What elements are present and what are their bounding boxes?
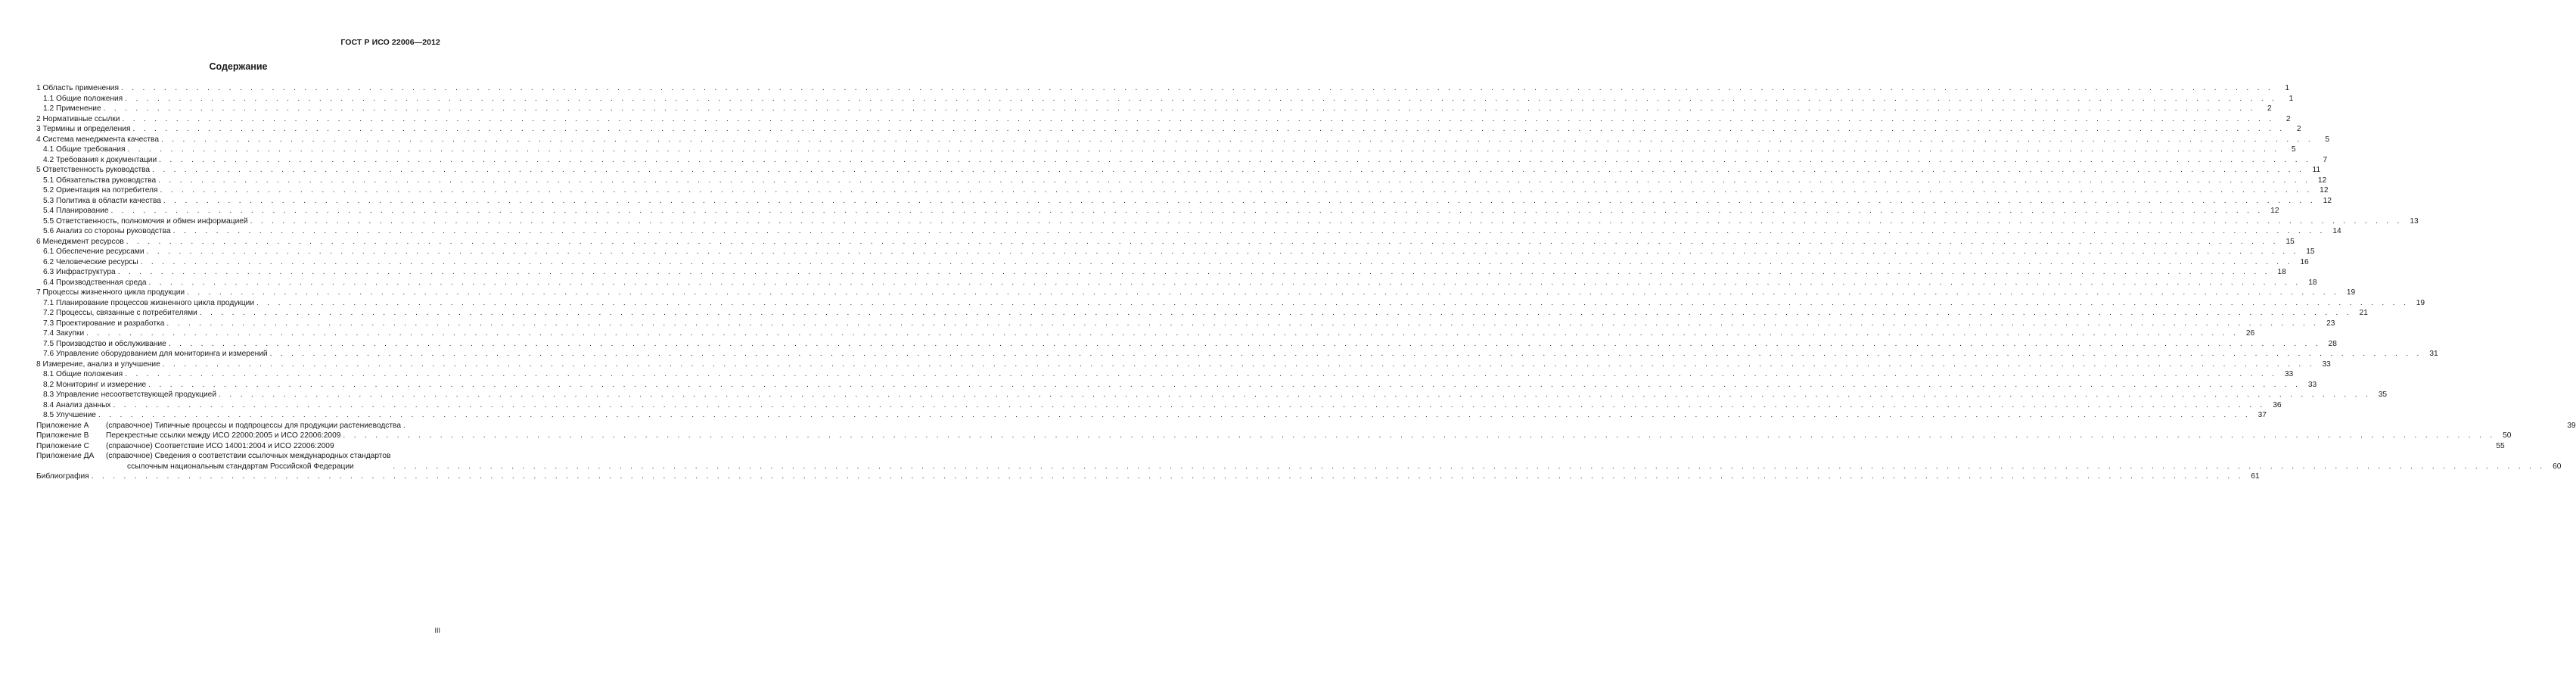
page-number: III: [434, 627, 440, 634]
toc-entry-page: 55: [2496, 441, 2505, 450]
dot-leader: . . . . . . . . . . . . . . . . . . . . . . . . . . . . . . . . . . . . . . . . . . . . . . . . . . . . . . . . . . . . . . . . . . . . . . . . . . . . . . . . . . . . . . . . . . . . . . . . . . . . . . . . . . . . . . . . . . . . . . . . . . . . . . . . . . . . . . . . . . . . . . . . . . . . . . . . . . . . . . . . . . . . . . . . . . . . . . . . . . . . . . . . . . . . . . . . . . . . . . . .: [148, 278, 2301, 287]
appendix-line: [106, 451, 2561, 462]
toc-entry-title: 7.6 Управление оборудованием для мониторинга и измерений: [43, 350, 268, 358]
toc-entry-page: 28: [2328, 339, 2337, 348]
toc-entry-title: 6.1 Обеспечение ресурсами: [43, 247, 144, 256]
toc-entry-page: 1: [2289, 94, 2294, 103]
appendix-label: Приложение ДА: [36, 452, 95, 460]
appendix-body: [106, 441, 2505, 452]
appendix-line: [106, 441, 2505, 452]
dot-leader: . . . . . . . . . . . . . . . . . . . . . . . . . . . . . . . . . . . . . . . . . . . . . . . . . . . . . . . . . . . . . . . . . . . . . . . . . . . . . . . . . . . . . . . . . . . . . . . . . . . . . . . . . . . . . . . . . . . . . . . . . . . . . . . . . . . . . . . . . . . . . . . . . . . . . . . . . . . . . . . . . . . . . . . . . . . . . . . . . . . . . . . . . . . . . . . . . . . . . . . .: [120, 84, 2274, 92]
toc-entry-page: 2: [2285, 114, 2291, 123]
dot-leader: . . . . . . . . . . . . . . . . . . . . . . . . . . . . . . . . . . . . . . . . . . . . . . . . . . . . . . . . . . . . . . . . . . . . . . . . . . . . . . . . . . . . . . . . . . . . . . . . . . . . . . . . . . . . . . . . . . . . . . . . . . . . . . . . . . . . . . . . . . . . . . . . . . . . . . . . . . . . . . . . . . . . . . . . . . . . . . . . . . . . . . . . . . . . . . . . . . . . . . . .: [162, 360, 2315, 369]
dot-leader: . . . . . . . . . . . . . . . . . . . . . . . . . . . . . . . . . . . . . . . . . . . . . . . . . . . . . . . . . . . . . . . . . . . . . . . . . . . . . . . . . . . . . . . . . . . . . . . . . . . . . . . . . . . . . . . . . . . . . . . . . . . . . . . . . . . . . . . . . . . . . . . . . . . . . . . . . . . . . . . . . . . . . . . . . . . . . . . . . . . . . . . . . . . . . . . . . . . . . . . .: [199, 309, 2352, 317]
toc-entry: [36, 319, 2335, 329]
toc-entry-page: 39: [2567, 421, 2576, 430]
toc-entry-page: 15: [2285, 237, 2295, 246]
toc-entry-page: 36: [2273, 400, 2282, 409]
toc-entry-page: 31: [2429, 350, 2438, 358]
toc-entry-title: 6 Менеджмент ресурсов: [36, 237, 124, 246]
dot-leader: . . . . . . . . . . . . . . . . . . . . . . . . . . . . . . . . . . . . . . . . . . . . . . . . . . . . . . . . . . . . . . . . . . . . . . . . . . . . . . . . . . . . . . . . . . . . . . . . . . . . . . . . . . . . . . . . . . . . . . . . . . . . . . . . . . . . . . . . . . . . . . . . . . . . . . . . . . . . . . . . . . . . . . . . . . . . . . . . . . . . . . . . . . . . . . . . . . . . . . . .: [159, 155, 2312, 164]
toc-appendix: [36, 421, 2576, 431]
dot-leader: . . . . . . . . . . . . . . . . . . . . . . . . . . . . . . . . . . . . . . . . . . . . . . . . . . . . . . . . . . . . . . . . . . . . . . . . . . . . . . . . . . . . . . . . . . . . . . . . . . . . . . . . . . . . . . . . . . . . . . . . . . . . . . . . . . . . . . . . . . . . . . . . . . . . . . . . . . . . . . . . . . . . . . . . . . . . . . . . . . . . . . . . . . . . . . . . . . . . . . . .: [122, 114, 2275, 123]
toc-entry-title: 4.2 Требования к документации: [43, 155, 157, 164]
dot-leader: . . . . . . . . . . . . . . . . . . . . . . . . . . . . . . . . . . . . . . . . . . . . . . . . . . . . . . . . . . . . . . . . . . . . . . . . . . . . . . . . . . . . . . . . . . . . . . . . . . . . . . . . . . . . . . . . . . . . . . . . . . . . . . . . . . . . . . . . . . . . . . . . . . . . . . . . . . . . . . . . . . . . . . . . . . . . . . . . . . . . . . . . . . . . . . . . . . . . . . . .: [160, 186, 2313, 195]
appendix-label: Приложение А: [36, 421, 89, 430]
toc-entry: [36, 176, 2327, 186]
dot-leader: . . . . . . . . . . . . . . . . . . . . . . . . . . . . . . . . . . . . . . . . . . . . . . . . . . . . . . . . . . . . . . . . . . . . . . . . . . . . . . . . . . . . . . . . . . . . . . . . . . . . . . . . . . . . . . . . . . . . . . . . . . . . . . . . . . . . . . . . . . . . . . . . . . . . . . . . . . . . . . . . . . . . . . . . . . . . . . . . . . . . . . . . . . . . . . . . . . . . . . . .: [163, 196, 2316, 205]
toc-entry-page: 5: [2291, 145, 2296, 154]
toc-entry-page: 2: [2267, 104, 2272, 113]
toc-entry-title: 5 Ответственность руководства: [36, 166, 151, 174]
toc-entry-page: 37: [2257, 411, 2267, 419]
dot-leader: . . . . . . . . . . . . . . . . . . . . . . . . . . . . . . . . . . . . . . . . . . . . . . . . . . . . . . . . . . . . . . . . . . . . . . . . . . . . . . . . . . . . . . . . . . . . . . . . . . . . . . . . . . . . . . . . . . . . . . . . . . . . . . . . . . . . . . . . . . . . . . . . . . . . . . . . . . . . . . . . . . . . . . . . . . . . . . . . . . . . . . . . . . . . . . . . . . . . . . . .: [172, 227, 2326, 235]
toc-entry-title: 3 Термины и определения: [36, 125, 131, 133]
dot-leader: . . . . . . . . . . . . . . . . . . . . . . . . . . . . . . . . . . . . . . . . . . . . . . . . . . . . . . . . . . . . . . . . . . . . . . . . . . . . . . . . . . . . . . . . . . . . . . . . . . . . . . . . . . . . . . . . . . . . . . . . . . . . . . . . . . . . . . . . . . . . . . . . . . . . . . . . . . . . . . . . . . . . . . . . . . . . . . . . . . . . . . . . . . . . . . . . . . . . . . . .: [269, 350, 2422, 358]
toc-entry-title: 5.2 Ориентация на потребителя: [43, 186, 158, 195]
dot-leader: . . . . . . . . . . . . . . . . . . . . . . . . . . . . . . . . . . . . . . . . . . . . . . . . . . . . . . . . . . . . . . . . . . . . . . . . . . . . . . . . . . . . . . . . . . . . . . . . . . . . . . . . . . . . . . . . . . . . . . . . . . . . . . . . . . . . . . . . . . . . . . . . . . . . . . . . . . . . . . . . . . . . . . . . . . . . . . . . . . . . . . . . . . . . . . . . . . . . . . . .: [148, 380, 2301, 389]
toc-entry: [36, 410, 2267, 421]
toc-entry-title: 4 Система менеджмента качества: [36, 135, 160, 144]
dot-leader: . . . . . . . . . . . . . . . . . . . . . . . . . . . . . . . . . . . . . . . . . . . . . . . . . . . . . . . . . . . . . . . . . . . . . . . . . . . . . . . . . . . . . . . . . . . . . . . . . . . . . . . . . . . . . . . . . . . . . . . . . . . . . . . . . . . . . . . . . . . . . . . . . . . . . . . . . . . . . . . . . . . . . . . . . . . . . . . . . . . . . . . . . . . . . . . . . . . . . . . .: [117, 268, 2270, 276]
dot-leader: . . . . . . . . . . . . . . . . . . . . . . . . . . . . . . . . . . . . . . . . . . . . . . . . . . . . . . . . . . . . . . . . . . . . . . . . . . . . . . . . . . . . . . . . . . . . . . . . . . . . . . . . . . . . . . . . . . . . . . . . . . . . . . . . . . . . . . . . . . . . . . . . . . . . . . . . . . . . . . . . . . . . . . . . . . . . . . . . . . . . . . . . . . . . . . . . . . . . . . . .: [158, 176, 2311, 185]
toc-entry: [36, 226, 2341, 237]
toc-entry-title: 5.5 Ответственность, полномочия и обмен информацией: [43, 216, 248, 226]
toc-entry-title: (справочное) Сведения о соответствии ссылочных международных стандартов: [106, 452, 391, 460]
dot-leader: . . . . . . . . . . . . . . . . . . . . . . . . . . . . . . . . . . . . . . . . . . . . . . . . . . . . . . . . . . . . . . . . . . . . . . . . . . . . . . . . . . . . . . . . . . . . . . . . . . . . . . . . . . . . . . . . . . . . . . . . . . . . . . . . . . . . . . . . . . . . . . . . . . . . . . . . . . . . . . . . . . . . . . . . . . . . . . . . . . . . . . . . . . . . . . . . . . . . . . . .: [166, 319, 2320, 328]
toc-entry-page: 18: [2308, 278, 2317, 287]
toc-entry-page: 33: [2307, 380, 2317, 389]
appendix-line: [106, 431, 2511, 441]
toc-entry: [36, 298, 2425, 309]
toc-entry-title: 6.4 Производственная среда: [43, 278, 147, 287]
dot-leader: . . . . . . . . . . . . . . . . . . . . . . . . . . . . . . . . . . . . . . . . . . . . . . . . . . . . . . . . . . . . . . . . . . . . . . . . . . . . . . . . . . . . . . . . . . . . . . . . . . . . . . . . . . . . . . . . . . . . . . . . . . . . . . . . . . . . . . . . . . . . . . . . . . . . . . . . . . . . . . . . . . . . . . . . . . . . . . . . . . . . . . . . . . . . . . . . . . . . . . . .: [393, 462, 2546, 471]
appendix-body: [106, 421, 2576, 431]
appendix-label: Приложение С: [36, 441, 89, 450]
toc-entry-page: 50: [2503, 431, 2512, 440]
toc-entry: [36, 83, 2290, 94]
dot-leader: . . . . . . . . . . . . . . . . . . . . . . . . . . . . . . . . . . . . . . . . . . . . . . . . . . . . . . . . . . . . . . . . . . . . . . . . . . . . . . . . . . . . . . . . . . . . . . . . . . . . . . . . . . . . . . . . . . . . . . . . . . . . . . . . . . . . . . . . . . . . . . . . . . . . . . . . . . . . . . . . . . . . . . . . . . . . . . . . . . . . . . . . . . . . . . . . . . . . . . . .: [187, 288, 2340, 297]
toc-entry-title: 7.4 Закупки: [43, 329, 85, 338]
toc-entry: [36, 206, 2279, 216]
toc-entry-title: 8 Измерение, анализ и улучшение: [36, 360, 160, 369]
toc-entry: [36, 247, 2315, 257]
toc-entry-title: 6.3 Инфраструктура: [43, 268, 116, 276]
toc-entry-title: 1.1 Общие положения: [43, 94, 123, 103]
toc-entry-title: 5.6 Анализ со стороны руководства: [43, 227, 171, 235]
toc-entry: [36, 124, 2301, 135]
appendix-body: [106, 431, 2511, 441]
toc-entry-title: 2 Нормативные ссылки: [36, 114, 120, 123]
toc-entry-title: 8.3 Управление несоответствующей продукцией: [43, 391, 217, 399]
toc-entry-page: 18: [2277, 268, 2286, 276]
toc-entry-title: 5.3 Политика в области качества: [43, 196, 161, 205]
toc-entry: [36, 135, 2330, 145]
toc-entry-page: 12: [2323, 196, 2332, 205]
toc-entry-title: 7.5 Производство и обслуживание: [43, 339, 166, 348]
toc-entry-page: 33: [2284, 370, 2294, 378]
toc-entry: [36, 145, 2296, 155]
toc-entry-page: 12: [2320, 186, 2329, 195]
toc-entry: [36, 360, 2331, 370]
toc-entry-page: 2: [2296, 125, 2301, 133]
toc-entry-page: 19: [2346, 288, 2356, 297]
toc-entry: [36, 390, 2388, 400]
toc-appendix: [36, 441, 2505, 452]
toc-entry: [36, 155, 2328, 166]
dot-leader: . . . . . . . . . . . . . . . . . . . . . . . . . . . . . . . . . . . . . . . . . . . . . . . . . . . . . . . . . . . . . . . . . . . . . . . . . . . . . . . . . . . . . . . . . . . . . . . . . . . . . . . . . . . . . . . . . . . . . . . . . . . . . . . . . . . . . . . . . . . . . . . . . . . . . . . . . . . . . . . . . . . . . . . . . . . . . . . . . . . . . . . . . . . . . . . . . . . . . . . .: [113, 400, 2266, 409]
dot-leader: . . . . . . . . . . . . . . . . . . . . . . . . . . . . . . . . . . . . . . . . . . . . . . . . . . . . . . . . . . . . . . . . . . . . . . . . . . . . . . . . . . . . . . . . . . . . . . . . . . . . . . . . . . . . . . . . . . . . . . . . . . . . . . . . . . . . . . . . . . . . . . . . . . . . . . . . . . . . . . . . . . . . . . . . . . . . . . . . . . . . . . . . . . . . . . . . . . . . . . . .: [161, 135, 2314, 144]
toc-entry-title: (справочное) Соответствие ИСО 14001:2004 и ИСО 22006:2009: [106, 441, 334, 450]
toc-entry-title: 1.2 Применение: [43, 104, 101, 113]
toc-entry-title: 8.4 Анализ данных: [43, 400, 111, 409]
toc-entry-page: 35: [2378, 391, 2388, 399]
toc-entry-title: 7.2 Процессы, связанные с потребителями: [43, 309, 197, 317]
toc-entry-page: 15: [2306, 247, 2315, 256]
toc-entry-title: 8.5 Улучшение: [43, 411, 96, 419]
appendix-line: [106, 421, 2576, 431]
dot-leader: . . . . . . . . . . . . . . . . . . . . . . . . . . . . . . . . . . . . . . . . . . . . . . . . . . . . . . . . . . . . . . . . . . . . . . . . . . . . . . . . . . . . . . . . . . . . . . . . . . . . . . . . . . . . . . . . . . . . . . . . . . . . . . . . . . . . . . . . . . . . . . . . . . . . . . . . . . . . . . . . . . . . . . . . . . . . . . . . . . . . . . . . . . . . . . . . . . . . . . . .: [103, 104, 2256, 113]
dot-leader: . . . . . . . . . . . . . . . . . . . . . . . . . . . . . . . . . . . . . . . . . . . . . . . . . . . . . . . . . . . . . . . . . . . . . . . . . . . . . . . . . . . . . . . . . . . . . . . . . . . . . . . . . . . . . . . . . . . . . . . . . . . . . . . . . . . . . . . . . . . . . . . . . . . . . . . . . . . . . . . . . . . . . . . . . . . . . . . . . . . . . . . . . . . . . . . . . . . . . . . .: [146, 247, 2299, 256]
appendix-line: [106, 462, 2561, 472]
toc-entry: [36, 328, 2255, 339]
toc-entry-title: Библиография: [36, 472, 89, 481]
toc-entry-page: 23: [2326, 319, 2335, 328]
toc-entry-page: 14: [2332, 227, 2341, 235]
toc-entry-page: 12: [2317, 176, 2327, 185]
toc-entry-page: 60: [2553, 462, 2562, 471]
toc-entry-title: 6.2 Человеческие ресурсы: [43, 257, 138, 266]
toc-entry: [36, 267, 2286, 278]
dot-leader: . . . . . . . . . . . . . . . . . . . . . . . . . . . . . . . . . . . . . . . . . . . . . . . . . . . . . . . . . . . . . . . . . . . . . . . . . . . . . . . . . . . . . . . . . . . . . . . . . . . . . . . . . . . . . . . . . . . . . . . . . . . . . . . . . . . . . . . . . . . . . . . . . . . . . . . . . . . . . . . . . . . . . . . . . . . . . . . . . . . . . . . . . . . . . . . . . . . . . . . .: [132, 125, 2285, 133]
toc-entry-page: 21: [2359, 309, 2368, 317]
toc-entry: [36, 339, 2337, 350]
toc-entry-page: 5: [2325, 135, 2330, 144]
toc-appendix: [36, 451, 2562, 472]
toc-entry-title: 4.1 Общие требования: [43, 145, 126, 154]
toc-bibliography: [36, 472, 2260, 482]
appendix-body: [106, 451, 2561, 472]
toc-entry-title: Перекрестные ссылки между ИСО 22000:2005 и ИСО 22006:2009: [106, 431, 341, 440]
dot-leader: . . . . . . . . . . . . . . . . . . . . . . . . . . . . . . . . . . . . . . . . . . . . . . . . . . . . . . . . . . . . . . . . . . . . . . . . . . . . . . . . . . . . . . . . . . . . . . . . . . . . . . . . . . . . . . . . . . . . . . . . . . . . . . . . . . . . . . . . . . . . . . . . . . . . . . . . . . . . . . . . . . . . . . . . . . . . . . . . . . . . . . . . . . . . . . . . . . . . . . . .: [110, 207, 2264, 215]
toc-entry-page: 61: [2251, 472, 2260, 481]
toc-entry-title: 7.1 Планирование процессов жизненного цикла продукции: [43, 298, 255, 307]
toc-entry: [36, 257, 2309, 268]
toc-entry-title: 5.1 Обязательства руководства: [43, 176, 157, 185]
dot-leader: . . . . . . . . . . . . . . . . . . . . . . . . . . . . . . . . . . . . . . . . . . . . . . . . . . . . . . . . . . . . . . . . . . . . . . . . . . . . . . . . . . . . . . . . . . . . . . . . . . . . . . . . . . . . . . . . . . . . . . . . . . . . . . . . . . . . . . . . . . . . . . . . . . . . . . . . . . . . . . . . . . . . . . . . . . . . . . . . . . . . . . . . . . . . . . . . . . . . . . . .: [127, 145, 2280, 154]
toc-entry: [36, 185, 2329, 196]
toc-title: Содержание: [209, 61, 268, 72]
toc-entry: [36, 104, 2272, 114]
toc-entry-page: 26: [2245, 329, 2255, 338]
toc-entry-title: 1 Область применения: [36, 84, 119, 92]
toc-entry: [36, 308, 2368, 319]
toc-entry: [36, 380, 2317, 391]
toc-entry-title: 7 Процессы жизненного цикла продукции: [36, 288, 185, 297]
toc-entry-page: 19: [2416, 298, 2425, 307]
toc-entry-page: 1: [2285, 84, 2290, 92]
toc-entry: [36, 94, 2294, 104]
toc-entry-title: ссылочным национальным стандартам Российской Федерации: [127, 462, 354, 471]
toc-entry: [36, 400, 2282, 411]
dot-leader: . . . . . . . . . . . . . . . . . . . . . . . . . . . . . . . . . . . . . . . . . . . . . . . . . . . . . . . . . . . . . . . . . . . . . . . . . . . . . . . . . . . . . . . . . . . . . . . . . . . . . . . . . . . . . . . . . . . . . . . . . . . . . . . . . . . . . . . . . . . . . . . . . . . . . . . . . . . . . . . . . . . . . . . . . . . . . . . . . . . . . . . . . . . . . . . . . . . . . . . .: [256, 298, 2410, 307]
table-of-contents: [36, 83, 2576, 482]
dot-leader: . . . . . . . . . . . . . . . . . . . . . . . . . . . . . . . . . . . . . . . . . . . . . . . . . . . . . . . . . . . . . . . . . . . . . . . . . . . . . . . . . . . . . . . . . . . . . . . . . . . . . . . . . . . . . . . . . . . . . . . . . . . . . . . . . . . . . . . . . . . . . . . . . . . . . . . . . . . . . . . . . . . . . . . . . . . . . . . . . . . . . . . . . . . . . . . . . . . . . . . .: [125, 94, 2278, 103]
dot-leader: . . . . . . . . . . . . . . . . . . . . . . . . . . . . . . . . . . . . . . . . . . . . . . . . . . . . . . . . . . . . . . . . . . . . . . . . . . . . . . . . . . . . . . . . . . . . . . . . . . . . . . . . . . . . . . . . . . . . . . . . . . . . . . . . . . . . . . . . . . . . . . . . . . . . . . . . . . . . . . . . . . . . . . . . . . . . . . . . . . . . . . . . . . . . . . . . . . . . . . . .: [152, 166, 2305, 174]
toc-entry-title: (справочное) Типичные процессы и подпроцессы для продукции растениеводства .: [106, 421, 406, 430]
toc-entry-title: 5.4 Планирование: [43, 207, 109, 215]
dot-leader: . . . . . . . . . . . . . . . . . . . . . . . . . . . . . . . . . . . . . . . . . . . . . . . . . . . . . . . . . . . . . . . . . . . . . . . . . . . . . . . . . . . . . . . . . . . . . . . . . . . . . . . . . . . . . . . . . . . . . . . . . . . . . . . . . . . . . . . . . . . . . . . . . . . . . . . . . . . . . . . . . . . . . . . . . . . . . . . . . . . . . . . . . . . . . . . . . . . . . . . .: [98, 411, 2251, 419]
toc-entry: [36, 196, 2332, 207]
dot-leader: . . . . . . . . . . . . . . . . . . . . . . . . . . . . . . . . . . . . . . . . . . . . . . . . . . . . . . . . . . . . . . . . . . . . . . . . . . . . . . . . . . . . . . . . . . . . . . . . . . . . . . . . . . . . . . . . . . . . . . . . . . . . . . . . . . . . . . . . . . . . . . . . . . . . . . . . . . . . . . . . . . . . . . . . . . . . . . . . . . . . . . . . . . . . . . . . . . . . . . . .: [140, 257, 2293, 266]
toc-entry: [36, 278, 2317, 288]
toc-entry-page: 13: [2410, 216, 2419, 226]
toc-entry-page: 7: [2323, 155, 2328, 164]
dot-leader: . . . . . . . . . . . . . . . . . . . . . . . . . . . . . . . . . . . . . . . . . . . . . . . . . . . . . . . . . . . . . . . . . . . . . . . . . . . . . . . . . . . . . . . . . . . . . . . . . . . . . . . . . . . . . . . . . . . . . . . . . . . . . . . . . . . . . . . . . . . . . . . . . . . . . . . . . . . . . . . . . . . . . . . . . . . . . . . . . . . . . . . . . . . . . . . . . . . . . . . .: [91, 472, 2244, 481]
toc-entry: [36, 288, 2356, 298]
dot-leader: . . . . . . . . . . . . . . . . . . . . . . . . . . . . . . . . . . . . . . . . . . . . . . . . . . . . . . . . . . . . . . . . . . . . . . . . . . . . . . . . . . . . . . . . . . . . . . . . . . . . . . . . . . . . . . . . . . . . . . . . . . . . . . . . . . . . . . . . . . . . . . . . . . . . . . . . . . . . . . . . . . . . . . . . . . . . . . . . . . . . . . . . . . . . . . . . . . . . . . . .: [125, 370, 2278, 378]
toc-entry-page: 16: [2300, 257, 2309, 266]
dot-leader: . . . . . . . . . . . . . . . . . . . . . . . . . . . . . . . . . . . . . . . . . . . . . . . . . . . . . . . . . . . . . . . . . . . . . . . . . . . . . . . . . . . . . . . . . . . . . . . . . . . . . . . . . . . . . . . . . . . . . . . . . . . . . . . . . . . . . . . . . . . . . . . . . . . . . . . . . . . . . . . . . . . . . . . . . . . . . . . . . . . . . . . . . . . . . . . . . . . . . . . .: [219, 391, 2372, 399]
toc-entry: [36, 237, 2295, 247]
toc-entry-page: 11: [2312, 166, 2321, 174]
dot-leader: . . . . . . . . . . . . . . . . . . . . . . . . . . . . . . . . . . . . . . . . . . . . . . . . . . . . . . . . . . . . . . . . . . . . . . . . . . . . . . . . . . . . . . . . . . . . . . . . . . . . . . . . . . . . . . . . . . . . . . . . . . . . . . . . . . . . . . . . . . . . . . . . . . . . . . . . . . . . . . . . . . . . . . . . . . . . . . . . . . . . . . . . . . . . . . . . . . . . . . . .: [126, 237, 2279, 246]
document-code: ГОСТ Р ИСО 22006—2012: [340, 38, 440, 47]
toc-entry: [36, 165, 2321, 176]
toc-entry: [36, 216, 2419, 227]
dot-leader: . . . . . . . . . . . . . . . . . . . . . . . . . . . . . . . . . . . . . . . . . . . . . . . . . . . . . . . . . . . . . . . . . . . . . . . . . . . . . . . . . . . . . . . . . . . . . . . . . . . . . . . . . . . . . . . . . . . . . . . . . . . . . . . . . . . . . . . . . . . . . . . . . . . . . . . . . . . . . . . . . . . . . . . . . . . . . . . . . . . . . . . . . . . . . . . . . . . . . . . .: [86, 329, 2239, 338]
toc-entry-title: 8.2 Мониторинг и измерение: [43, 380, 147, 389]
appendix-label: Приложение В: [36, 431, 89, 440]
dot-leader: . . . . . . . . . . . . . . . . . . . . . . . . . . . . . . . . . . . . . . . . . . . . . . . . . . . . . . . . . . . . . . . . . . . . . . . . . . . . . . . . . . . . . . . . . . . . . . . . . . . . . . . . . . . . . . . . . . . . . . . . . . . . . . . . . . . . . . . . . . . . . . . . . . . . . . . . . . . . . . . . . . . . . . . . . . . . . . . . . . . . . . . . . . . . . . . . . . . . . . . .: [168, 339, 2321, 348]
dot-leader: . . . . . . . . . . . . . . . . . . . . . . . . . . . . . . . . . . . . . . . . . . . . . . . . . . . . . . . . . . . . . . . . . . . . . . . . . . . . . . . . . . . . . . . . . . . . . . . . . . . . . . . . . . . . . . . . . . . . . . . . . . . . . . . . . . . . . . . . . . . . . . . . . . . . . . . . . . . . . . . . . . . . . . . . . . . . . . . . . . . . . . . . . . . . . . . . . . . . . . . .: [250, 216, 2403, 226]
toc-entry: [36, 349, 2438, 360]
toc-entry-page: 33: [2322, 360, 2331, 369]
toc-appendix: [36, 431, 2512, 441]
toc-entry-page: 12: [2270, 207, 2279, 215]
toc-entry-title: 7.3 Проектирование и разработка: [43, 319, 165, 328]
toc-entry-title: 8.1 Общие положения: [43, 370, 123, 378]
toc-entry: [36, 114, 2291, 125]
toc-entry: [36, 369, 2294, 380]
dot-leader: . . . . . . . . . . . . . . . . . . . . . . . . . . . . . . . . . . . . . . . . . . . . . . . . . . . . . . . . . . . . . . . . . . . . . . . . . . . . . . . . . . . . . . . . . . . . . . . . . . . . . . . . . . . . . . . . . . . . . . . . . . . . . . . . . . . . . . . . . . . . . . . . . . . . . . . . . . . . . . . . . . . . . . . . . . . . . . . . . . . . . . . . . . . . . . . . . . . . . . . .: [343, 431, 2496, 440]
